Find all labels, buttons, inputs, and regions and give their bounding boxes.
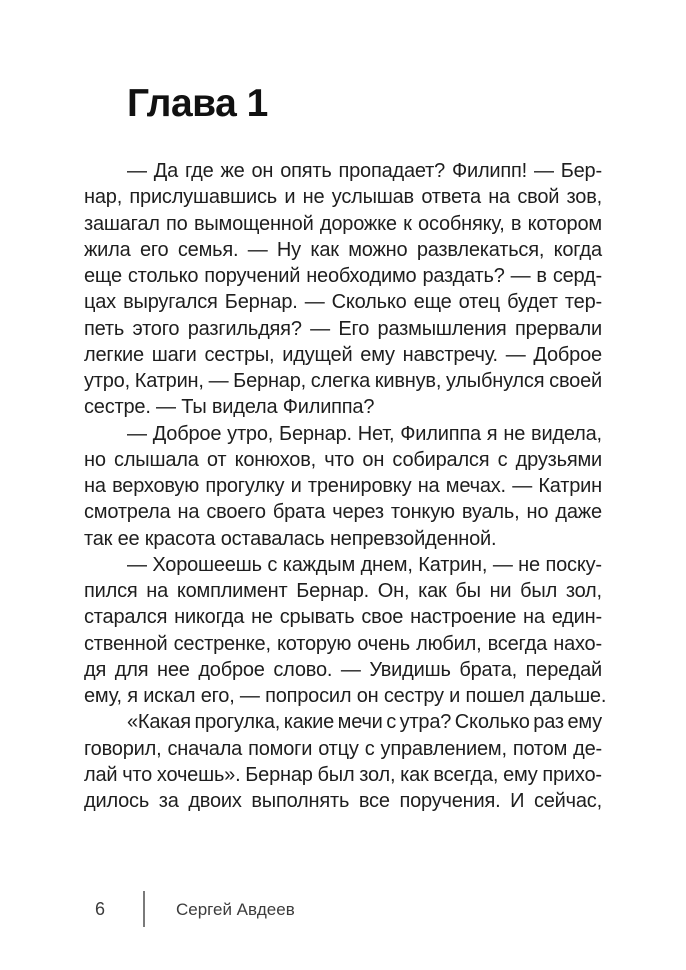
text-line: сестре. — Ты видела Филиппа? — [84, 396, 375, 419]
text-line: цах выругался Бернар. — Сколько еще отец будет тер- — [84, 291, 602, 314]
text-line: легкие шаги сестры, идущей ему навстречу. — Доброе — [84, 343, 602, 366]
text-line: жила его семья. — Ну как можно развлекаться, когда — [84, 238, 602, 261]
text-line: ственной сестренке, которую очень любил, всегда нахо- — [84, 632, 602, 655]
chapter-title: Глава 1 — [127, 82, 268, 125]
text-line: ему, я искал его, — попросил он сестру и пошел дальше. — [84, 685, 607, 707]
text-line: старался никогда не срывать свое настроение на един- — [84, 606, 602, 629]
text-line: утро, Катрин, — Бернар, слегка кивнув, улыбнулся своей — [84, 370, 602, 392]
footer-page-number: 6 — [95, 899, 106, 919]
text-line: говорил, сначала помоги отцу с управлением, потом де- — [84, 737, 602, 760]
text-line: нар, прислушавшись и не услышав ответа на свой зов, — [84, 186, 602, 209]
text-line: — Да где же он опять пропадает? Филипп! — Бер- — [127, 160, 602, 182]
text-line: на верховую прогулку и тренировку на мечах. — Катрин — [84, 475, 602, 497]
text-line: дилось за двоих выполнять все поручения. И сейчас, — [84, 790, 602, 812]
text-line: — Хорошеешь с каждым днем, Катрин, — не поску- — [127, 553, 602, 576]
footer-author: Сергей Авдеев — [176, 900, 295, 919]
text-line: еще столько поручений необходимо раздать? — в серд- — [84, 265, 602, 287]
text-line: так ее красота оставалась непревзойденной. — [84, 527, 497, 550]
text-line: пился на комплимент Бернар. Он, как бы ни был зол, — [84, 580, 602, 602]
text-line: лай что хочешь». Бернар был зол, как всегда, ему прихо- — [84, 763, 602, 786]
text-line: но слышала от конюхов, что он собирался с друзьями — [84, 448, 602, 471]
text-line: смотрела на своего брата через тонкую вуаль, но даже — [84, 501, 602, 524]
text-line: — Доброе утро, Бернар. Нет, Филиппа я не видела, — [127, 422, 602, 445]
text-line: петь этого разгильдяя? — Его размышления прервали — [84, 317, 602, 340]
text-line: зашагал по вымощенной дорожке к особняку, в котором — [84, 212, 602, 235]
body-text — [84, 158, 607, 814]
text-line: «Какая прогулка, какие мечи с утра? Сколько раз ему — [127, 711, 602, 734]
text-line: дя для нее доброе слово. — Увидишь брата, передай — [84, 658, 602, 681]
footer-divider — [143, 891, 145, 927]
page-content — [84, 0, 607, 814]
